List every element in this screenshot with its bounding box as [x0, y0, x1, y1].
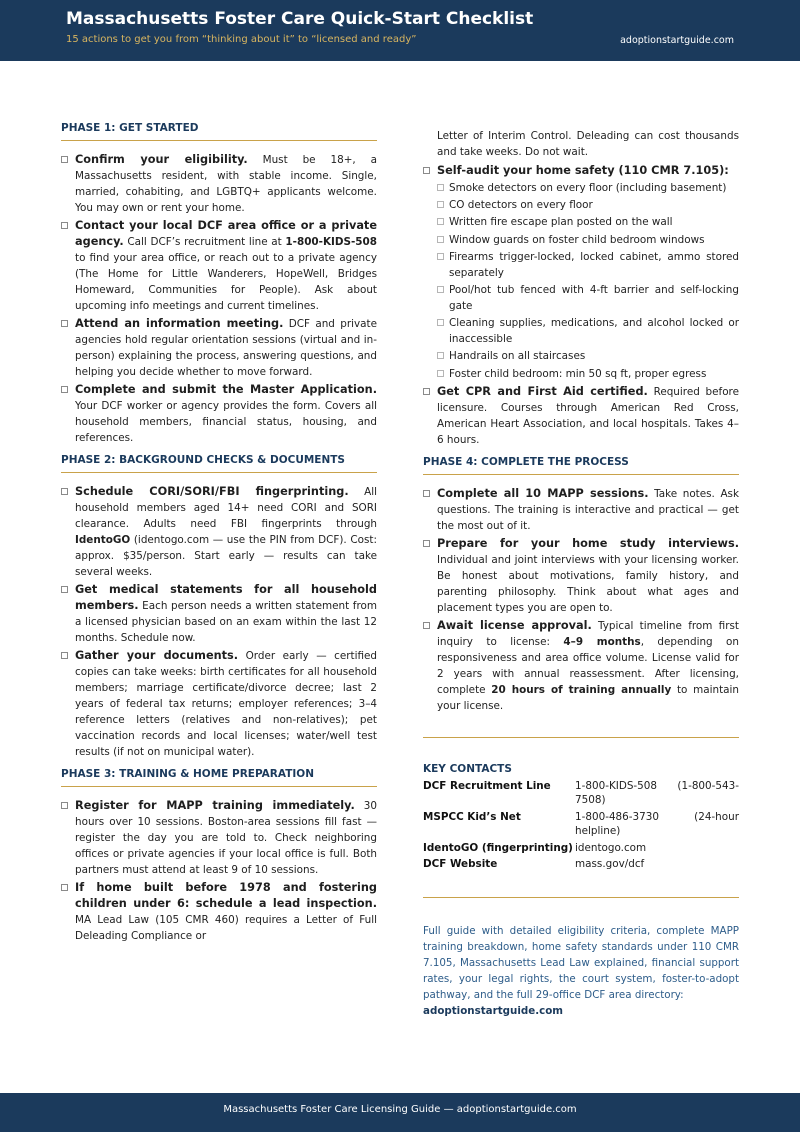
item-title: Schedule CORI/SORI/FBI fingerprinting.: [75, 485, 349, 498]
footer-text: Massachusetts Foster Care Licensing Guide — adoptionstartguide.com: [223, 1104, 577, 1115]
contact-row: [423, 810, 739, 841]
contact-value: 1-800-KIDS-508 (1-800-543-7508): [575, 779, 739, 806]
checkbox[interactable]: [423, 490, 430, 497]
safety-subitem: [437, 214, 739, 230]
item-text: Individual and joint interviews with your licensing worker. Be honest about motivations, family history, and parenting philosophy. Think about what ages and placement types you are open to.: [437, 553, 739, 614]
safety-subitem: [437, 180, 739, 196]
checkbox[interactable]: [423, 167, 430, 174]
phase-2-list: [61, 484, 377, 760]
item-title: Prepare for your home study interviews.: [437, 536, 739, 550]
contact-row: [423, 779, 739, 810]
item-title: Attend an information meeting.: [75, 317, 284, 330]
page-header: [0, 0, 800, 61]
checkbox[interactable]: [437, 352, 444, 359]
item-text: Required before licensure. Courses through American Red Cross, American Heart Association, and local hospitals. Takes 4–6 hours.: [437, 385, 739, 446]
subitem-text: Window guards on foster child bedroom windows: [449, 233, 705, 246]
checkbox[interactable]: [61, 802, 68, 809]
safety-subitem: [437, 348, 739, 364]
item-title: Await license approval.: [437, 618, 592, 632]
item-title: Get CPR and First Aid certified.: [437, 384, 648, 398]
item-text: DCF and private agencies hold regular orientation sessions (virtual and in-person) explaining the process, answering questions, and helping you decide whether to move forward.: [75, 318, 377, 378]
safety-subitem: [437, 282, 739, 314]
checklist-item: [61, 152, 377, 216]
checkbox[interactable]: [437, 201, 444, 208]
left-column: [61, 122, 377, 952]
page-subtitle: 15 actions to get you from “thinking about it” to “licensed and ready”: [66, 34, 417, 45]
checklist-item: [61, 582, 377, 646]
checklist-item: [61, 880, 377, 944]
checklist-item: [61, 382, 377, 446]
key-contacts-heading: KEY CONTACTS: [423, 762, 512, 775]
subitem-text: Cleaning supplies, medications, and alcohol locked or inaccessible: [449, 317, 739, 346]
contact-name: DCF Website: [423, 858, 498, 870]
divider: [423, 737, 739, 738]
checklist-item: [423, 384, 739, 448]
contact-value[interactable]: identogo.com: [575, 841, 647, 854]
item-title: Complete and submit the Master Application.: [75, 383, 377, 396]
item-text: Order early — certified copies can take weeks: birth certificates for all household members; marriage certificate/divorce decree; last 2 years of federal tax returns; employer references; 3–4 reference letters (relatives and non-relatives); pet vaccination records and local licenses; water/well test results (if not on municipal water).: [75, 650, 377, 758]
checkbox[interactable]: [437, 184, 444, 191]
phase-3-heading: PHASE 3: TRAINING & HOME PREPARATION: [61, 768, 377, 787]
phase-3-list-continued: [423, 163, 739, 448]
contact-name: MSPCC Kid’s Net: [423, 810, 521, 823]
checkbox[interactable]: [61, 156, 68, 163]
checkbox[interactable]: [437, 253, 444, 260]
contact-row: [423, 857, 739, 874]
header-site-link[interactable]: adoptionstartguide.com: [620, 35, 734, 46]
item-continuation: Letter of Interim Control. Deleading can cost thousands and take weeks. Do not wait.: [437, 130, 739, 158]
item-title: Confirm your eligibility.: [75, 153, 248, 166]
safety-subitem: [437, 249, 739, 281]
safety-subitem: [437, 232, 739, 248]
phase-3-list: [61, 798, 377, 944]
item-title: Contact your local DCF area office or a private agency.: [75, 219, 377, 248]
checklist-item: [61, 648, 377, 760]
item-title: Self-audit your home safety (110 CMR 7.105):: [437, 164, 729, 177]
item-title: Get medical statements for all household members.: [75, 583, 377, 612]
phone-number: 1-800-KIDS-508: [285, 236, 377, 248]
item-text: Your DCF worker or agency provides the form. Covers all household members, financial status, housing, and references.: [75, 400, 377, 444]
item-title: Gather your documents.: [75, 649, 239, 662]
checkbox[interactable]: [61, 586, 68, 593]
checklist-item: [61, 484, 377, 580]
phase-4-heading: PHASE 4: COMPLETE THE PROCESS: [423, 456, 739, 475]
item-text: All household members aged 14+ need CORI and SORI clearance. Adults need FBI fingerprints through: [75, 486, 377, 530]
checklist-item: [61, 798, 377, 878]
contact-value[interactable]: mass.gov/dcf: [575, 858, 645, 870]
checkbox[interactable]: [423, 388, 430, 395]
right-column: [423, 122, 739, 1019]
phase-1-heading: PHASE 1: GET STARTED: [61, 122, 377, 141]
item-title: Register for MAPP training immediately.: [75, 799, 355, 812]
divider: [423, 897, 739, 898]
item-text: (identogo.com — use the PIN from DCF). Cost: approx. $35/person. Start early — results can take several weeks.: [75, 534, 377, 578]
subitem-text: Handrails on all staircases: [449, 350, 586, 363]
checklist-item: [61, 316, 377, 380]
checkbox[interactable]: [437, 218, 444, 225]
item-text: to maintain your license.: [437, 683, 740, 712]
phase-1-list: [61, 152, 377, 446]
checkbox[interactable]: [61, 386, 68, 393]
checkbox[interactable]: [61, 884, 68, 891]
subitem-text: CO detectors on every floor: [449, 199, 593, 212]
safety-subitem: [437, 315, 739, 347]
checkbox[interactable]: [61, 488, 68, 495]
contact-name: DCF Recruitment Line: [423, 779, 551, 792]
subitem-text: Foster child bedroom: min 50 sq ft, proper egress: [449, 367, 707, 380]
contact-value: 1-800-486-3730 (24-hour helpline): [575, 810, 739, 837]
closing-note: [423, 923, 739, 1019]
closing-text: Full guide with detailed eligibility criteria, complete MAPP training breakdown, home safety standards under 110 CMR 7.105, Massachusetts Lead Law explained, financial support rates, your legal rights, the court system, foster-to-adopt pathway, and the full 29-office DCF area directory:: [423, 924, 739, 1001]
annual-training: 20 hours of training annually: [491, 683, 672, 696]
item-text: Must be 18+, a Massachusetts resident, with stable income. Single, married, cohabiting, and LGBTQ+ applicants welcome. You may own or rent your home.: [75, 154, 377, 214]
phase-2-heading: PHASE 2: BACKGROUND CHECKS & DOCUMENTS: [61, 454, 377, 473]
item-title: Complete all 10 MAPP sessions.: [437, 486, 649, 500]
key-contacts-table: [423, 779, 739, 874]
subitem-text: Written fire escape plan posted on the wall: [449, 216, 673, 229]
checklist-item-self-audit: [423, 163, 739, 382]
guide-link[interactable]: adoptionstartguide.com: [423, 1004, 564, 1017]
checkbox[interactable]: [437, 286, 444, 293]
item-text: Typical timeline from first inquiry to license:: [437, 619, 739, 648]
item-text: Each person needs a written statement from a licensed physician based on an exam within the last 12 months. Schedule now.: [75, 600, 377, 644]
item-text: to find your area office, or reach out to a private agency (The Home for Little Wanderers, HopeWell, Bridges Homeward, Communities for People). Ask about upcoming info meetings and current timelines.: [75, 252, 377, 312]
safety-subitem: [437, 197, 739, 213]
checkbox[interactable]: [61, 652, 68, 659]
subitem-text: Smoke detectors on every floor (including basement): [449, 182, 727, 194]
checkbox[interactable]: [423, 622, 430, 629]
checkbox[interactable]: [61, 222, 68, 229]
page-footer: [0, 1093, 800, 1132]
safety-subitem: [437, 366, 739, 382]
timeline-months: 4–9 months: [563, 635, 641, 648]
checkbox[interactable]: [437, 370, 444, 377]
item-text: , depending on responsiveness and area office volume. License valid for 2 years with annual reassessment. After licensing, complete: [437, 635, 739, 696]
checklist-item: [423, 618, 739, 714]
checklist-item: [423, 536, 739, 616]
item-text: MA Lead Law (105 CMR 460) requires a Letter of Full Deleading Compliance or: [75, 914, 377, 942]
checkbox[interactable]: [423, 540, 430, 547]
subitem-text: Pool/hot tub fenced with 4-ft barrier and self-locking gate: [449, 283, 739, 312]
checklist-item: [423, 486, 739, 534]
identogo-name: IdentoGO: [75, 534, 131, 546]
item-text: 30 hours over 10 sessions. Boston-area sessions fill fast — register the day you are told to. Check neighboring offices or private agencies if your local office is full. Both partners must attend at least 9 of 10 sessions.: [75, 800, 377, 876]
contact-row: [423, 841, 739, 858]
item-title: If home built before 1978 and fostering children under 6: schedule a lead inspection.: [75, 881, 377, 910]
checkbox[interactable]: [437, 319, 444, 326]
checkbox[interactable]: [437, 236, 444, 243]
checklist-item: [61, 218, 377, 314]
item-text: Call DCF’s recruitment line at: [123, 236, 286, 248]
contact-name: IdentoGO (fingerprinting): [423, 841, 573, 854]
page-title: Massachusetts Foster Care Quick-Start Checklist: [66, 9, 534, 29]
checkbox[interactable]: [61, 320, 68, 327]
safety-sublist: [437, 180, 739, 382]
phase-4-list: [423, 486, 739, 714]
item-text: Take notes. Ask questions. The training is interactive and practical — get the most out of it.: [437, 487, 739, 532]
subitem-text: Firearms trigger-locked, locked cabinet, ammo stored separately: [449, 250, 739, 279]
